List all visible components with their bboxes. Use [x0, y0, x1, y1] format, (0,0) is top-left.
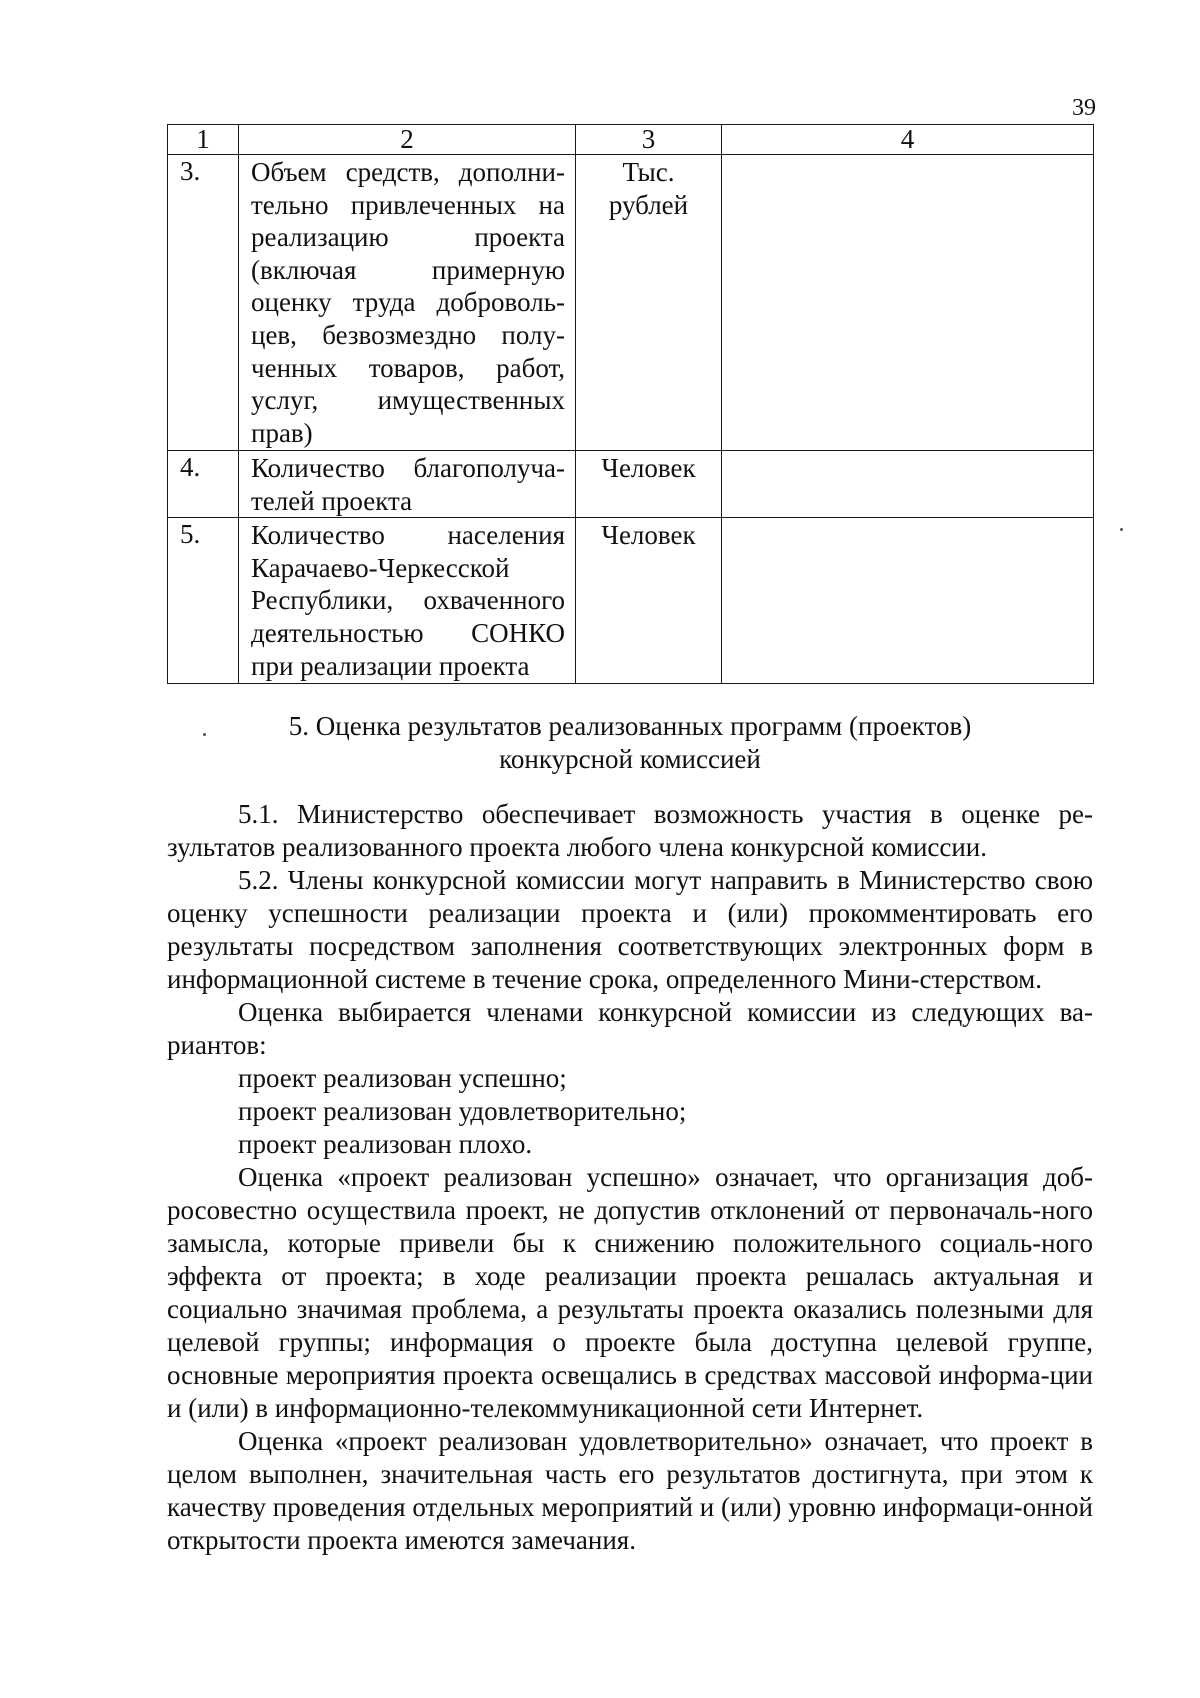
table-header-cell: 3	[576, 125, 722, 155]
row-value	[722, 155, 1094, 451]
scan-speck	[1120, 528, 1123, 531]
row-unit: Человек	[576, 518, 722, 684]
variant-item: проект реализован удовлетворительно;	[238, 1096, 687, 1126]
paragraph: Оценка «проект реализован успешно» означает, что организация доб-росовестно осуществила проект, не допустив отклонений от первоначаль-ного замысла, которые привели бы к снижению положительного социаль-ного эффекта от проекта; в ходе реализации проекта решалась актуальная и социально значимая проблема, а результаты проекта оказались полезными для целевой группы; информация о проекте была доступна целевой группе, основные мероприятия проекта освещались в средствах массовой информа-ции и (или) в информационно-телекоммуникационной сети Интернет.	[167, 1162, 1093, 1423]
paragraph: 5.1. Министерство обеспечивает возможность участия в оценке ре-зультатов реализованного проекта любого члена конкурсной комиссии.	[167, 799, 1093, 862]
body-text	[167, 798, 1093, 1557]
table-row	[168, 518, 1094, 684]
row-number: 5.	[168, 518, 239, 684]
variant-item: проект реализован успешно;	[238, 1063, 567, 1093]
table-row	[168, 451, 1094, 518]
section-title	[167, 710, 1093, 776]
row-value	[722, 518, 1094, 684]
page-number: 39	[1072, 95, 1096, 121]
table-header-cell: 2	[239, 125, 576, 155]
row-value	[722, 451, 1094, 518]
row-unit: Человек	[576, 451, 722, 518]
row-description: Количество населения Карачаево-Черкесской Республики, охваченного деятельностью СОНКО при реализации проекта	[239, 518, 576, 684]
paragraph: Оценка выбирается членами конкурсной комиссии из следующих ва-риантов:	[167, 997, 1093, 1060]
section-title-line: 5. Оценка результатов реализованных программ (проектов)	[288, 711, 972, 741]
indicators-table	[167, 124, 1094, 684]
row-number: 4.	[168, 451, 239, 518]
row-description: Количество благополуча-телей проекта	[239, 451, 576, 518]
section-title-line: конкурсной комиссией	[499, 744, 761, 774]
table-header-row	[168, 125, 1094, 155]
row-number: 3.	[168, 155, 239, 451]
paragraph: 5.2. Члены конкурсной комиссии могут направить в Министерство свою оценку успешности реализации проекта и (или) прокомментировать его результаты посредством заполнения соответствующих электронных форм в информационной системе в течение срока, определенного Мини-стерством.	[167, 865, 1093, 994]
row-description: Объем средств, дополни-тельно привлеченных на реализацию проекта (включая примерную оценку труда доброволь-цев, безвозмездно полу-ченных товаров, работ, услуг, имущественных прав)	[239, 155, 576, 451]
table-header-cell: 1	[168, 125, 239, 155]
variant-item: проект реализован плохо.	[238, 1129, 533, 1159]
table-header-cell: 4	[722, 125, 1094, 155]
paragraph: Оценка «проект реализован удовлетворительно» означает, что проект в целом выполнен, значительная часть его результатов достигнута, при этом к качеству проведения отдельных мероприятий и (или) уровню информаци-онной открытости проекта имеются замечания.	[167, 1426, 1093, 1555]
table-row	[168, 155, 1094, 451]
row-unit: Тыс. рублей	[576, 155, 722, 451]
